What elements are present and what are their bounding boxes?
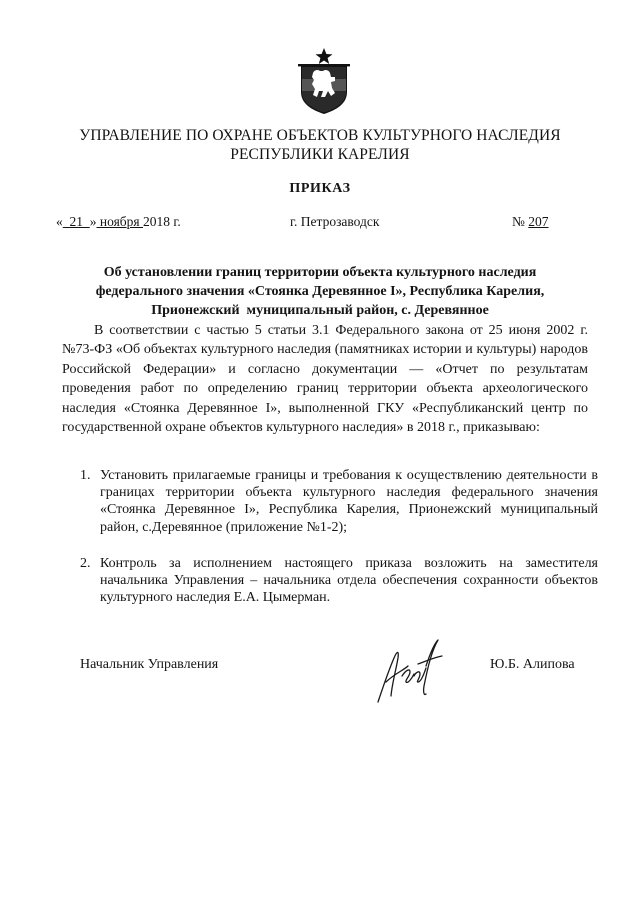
document-city: г. Петрозаводск: [290, 214, 380, 229]
organization-name-line1: УПРАВЛЕНИЕ ПО ОХРАНЕ ОБЪЕКТОВ КУЛЬТУРНОГО НАСЛЕДИЯ: [79, 127, 561, 144]
number-sign: №: [512, 214, 529, 229]
order-item-number: 2.: [80, 555, 91, 571]
subject-line3: Прионежский муниципальный район, с. Деревянное: [151, 303, 489, 318]
order-subject: [0, 263, 640, 320]
karelia-coat-of-arms-icon: [298, 48, 350, 114]
date-month: ноября: [96, 214, 144, 229]
signer-name: Ю.Б. Алипова: [490, 657, 575, 672]
date-day: 21: [62, 214, 90, 229]
date-open-quote: «: [56, 214, 63, 229]
subject-line2: федерального значения «Стоянка Деревянное I», Республика Карелия,: [95, 284, 545, 299]
handwritten-signature-icon: [372, 636, 448, 708]
order-item: [72, 467, 598, 536]
organization-name-line2: РЕСПУБЛИКИ КАРЕЛИЯ: [230, 146, 410, 163]
subject-line1: Об установлении границ территории объекта культурного наследия: [103, 265, 537, 280]
order-item: [72, 555, 598, 607]
number-value: 207: [528, 214, 549, 229]
document-number: [512, 213, 549, 231]
document-date: [56, 213, 181, 231]
order-item-number: 1.: [80, 468, 91, 483]
preamble-paragraph: В соответствии с частью 5 статьи 3.1 Федерального закона от 25 июня 2002 г. №73-ФЗ «Об объектах культурного наследия (памятниках истории и культуры) народов Российской Федерации» и согласно документации — «Отчет по результатам проведения работ по определению границ территории объекта археологического наследия «Стоянка Деревянное I», выполненной ГКУ «Республиканский центр по государственной охране объектов культурного наследия» в 2018 г., приказываю:: [62, 323, 588, 436]
date-year: 2018 г.: [143, 214, 181, 229]
document-type-heading: ПРИКАЗ: [289, 181, 351, 196]
signer-title: Начальник Управления: [80, 657, 219, 672]
order-items-list: [72, 467, 598, 625]
date-close-quote: »: [89, 214, 97, 229]
order-item-text: Контроль за исполнением настоящего приказа возложить на заместителя начальника Управления – начальника отдела обеспечения сохранности объектов культурного наследия Е.А. Цымерман.: [100, 555, 598, 606]
order-item-text: Установить прилагаемые границы и требования к осуществлению деятельности в границах территории объекта культурного наследия федерального значения «Стоянка Деревянное I», Республика Карелия, Прионежский муниципальный район, с.Деревянное (приложение №1-2);: [100, 468, 598, 535]
